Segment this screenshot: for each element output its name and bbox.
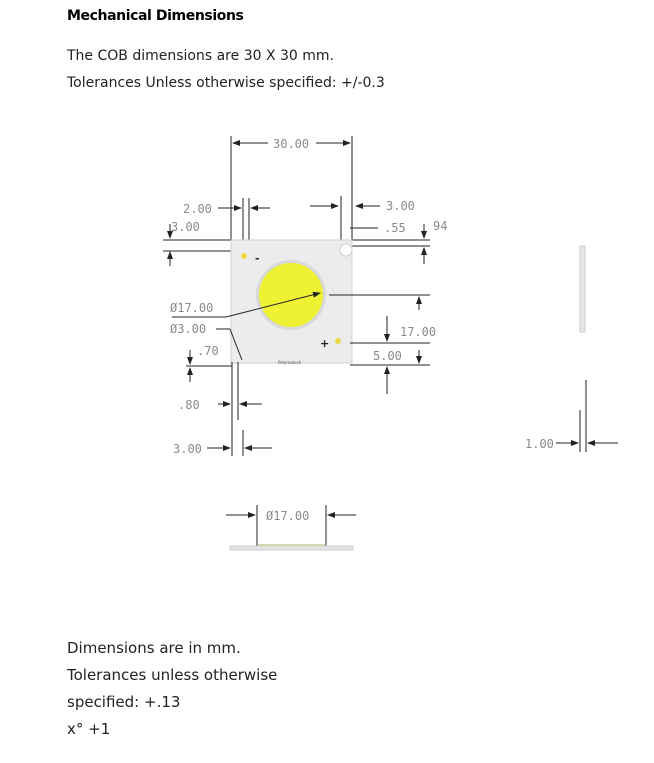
dim-right-17-label: 17.00 [400, 325, 437, 339]
dim-bottom-dia-label: Ø17.00 [266, 509, 310, 523]
plus-terminal-label: + [320, 337, 330, 350]
dim-right-5-label: 5.00 [373, 349, 402, 363]
dim-bottom-3-label: 3.00 [173, 442, 202, 456]
dim-70-label: .70 [197, 344, 219, 358]
dim-left-3-label: 3.00 [171, 220, 200, 234]
dim-80-label: .80 [178, 398, 200, 412]
notes-tolerance-line2: specified: +.13 [67, 693, 181, 711]
dim-right-055-label: .55 [384, 221, 406, 235]
bottom-view [226, 505, 356, 550]
notes-tolerance-line1: Tolerances unless otherwise [67, 666, 278, 684]
dim-dia-3-label: Ø3.00 [170, 322, 207, 336]
notes-angle-tolerance: x° +1 [67, 720, 111, 738]
dim-top-width-label: 30.00 [273, 137, 310, 151]
dim-left-2-label: 2.00 [183, 202, 212, 216]
dim-bottom-3 [173, 430, 272, 456]
intro-dimensions-text: The COB dimensions are 30 X 30 mm. [67, 48, 334, 64]
dim-dia-17-label: Ø17.00 [170, 301, 214, 315]
dim-right-94-label: 94 [433, 219, 448, 233]
dim-side-1-label: 1.00 [525, 437, 554, 451]
cob-board [231, 240, 352, 365]
minus-terminal-label: - [255, 252, 260, 265]
intro-tolerance-text: Tolerances Unless otherwise specified: +/-0.3 [67, 75, 385, 91]
dim-right-3-label: 3.00 [386, 199, 415, 213]
page-title: Mechanical Dimensions [67, 8, 244, 24]
notes-units: Dimensions are in mm. [67, 639, 241, 657]
side-view [525, 246, 618, 452]
brand-label: Polymatech [278, 360, 302, 365]
